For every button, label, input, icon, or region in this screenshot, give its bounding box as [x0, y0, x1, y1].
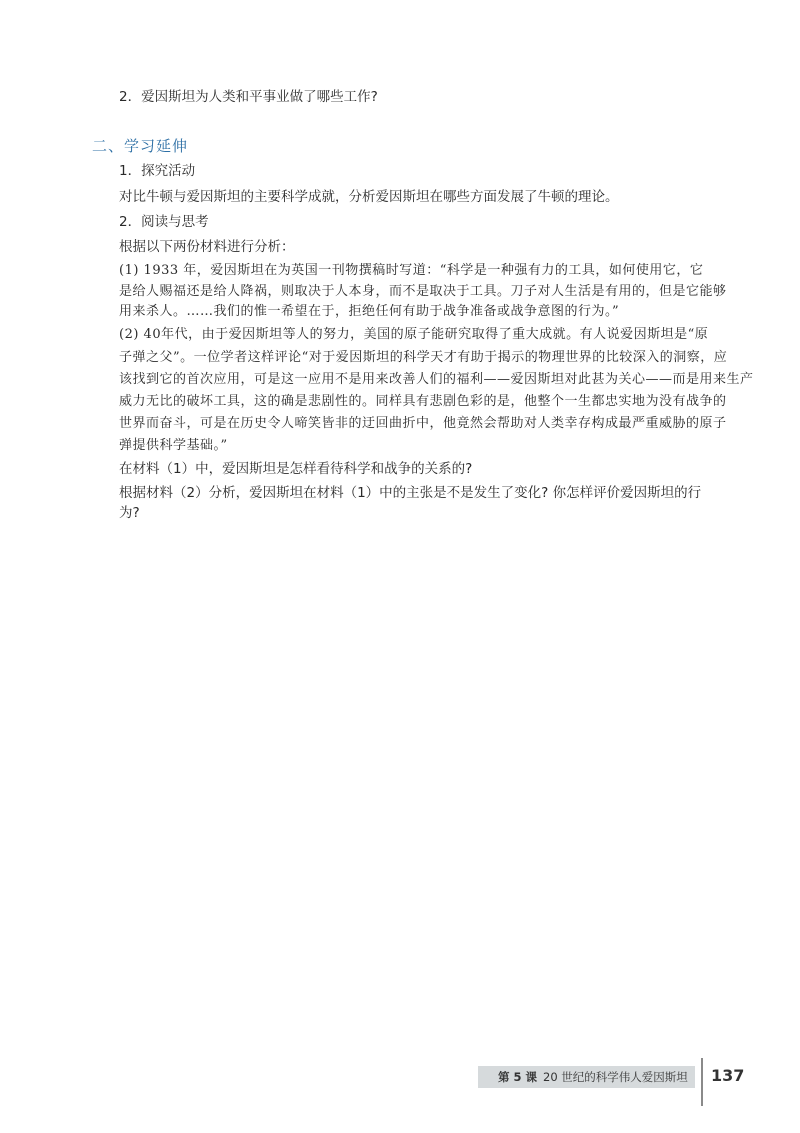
material-2-line: 世界而奋斗，可是在历史令人啼笑皆非的迂回曲折中，他竟然会帮助对人类幸存构成最严重威胁的原子 — [119, 416, 727, 431]
activity-text: 对比牛顿与爱因斯坦的主要科学成就，分析爱因斯坦在哪些方面发展了牛顿的理论。 — [119, 189, 619, 205]
reading-title: 2．阅读与思考 — [119, 214, 209, 230]
page-number: 137 — [711, 1066, 745, 1085]
material-2-line: 弹提供科学基础。” — [119, 438, 228, 453]
material-2-line: 该找到它的首次应用，可是这一应用不是用来改善人们的福利——爱因斯坦对此甚为关心——而是用来生产 — [119, 372, 754, 387]
footer-lesson-number: 第 5 课 — [498, 1070, 538, 1084]
footer-divider — [701, 1058, 703, 1106]
question-b-line: 根据材料（2）分析，爱因斯坦在材料（1）中的主张是不是发生了变化? 你怎样评价爱因斯坦的行 — [119, 485, 702, 501]
material-1-line: 用来杀人。……我们的惟一希望在于，拒绝任何有助于战争准备或战争意图的行为。” — [119, 304, 620, 319]
footer-lesson-bar — [478, 1066, 695, 1088]
section-heading: 二、学习延伸 — [92, 137, 189, 155]
material-1-line: 是给人赐福还是给人降祸，则取决于人本身，而不是取决于工具。刀子对人生活是有用的，但是它能够 — [119, 284, 727, 299]
footer-lesson-title: 20 世纪的科学伟人爱因斯坦 — [543, 1070, 688, 1084]
question-a: 在材料（1）中，爱因斯坦是怎样看待科学和战争的关系的? — [119, 461, 473, 477]
question-b-line: 为? — [119, 505, 140, 521]
activity-title: 1．探究活动 — [119, 163, 196, 179]
material-1-line: (1) 1933 年，爱因斯坦在为英国一刊物撰稿时写道：“科学是一种强有力的工具，如何使用它，它 — [119, 263, 704, 278]
material-2-line: 威力无比的破坏工具，这的确是悲剧性的。同样具有悲剧色彩的是，他整个一生都忠实地为没有战争的 — [119, 394, 727, 409]
material-2-line: (2) 40年代，由于爱因斯坦等人的努力，美国的原子能研究取得了重大成就。有人说爱因斯坦是“原 — [119, 327, 709, 342]
material-2-line: 子弹之父”。一位学者这样评论“对于爱因斯坦的科学天才有助于揭示的物理世界的比较深入的洞察，应 — [119, 350, 728, 365]
reading-intro: 根据以下两份材料进行分析： — [119, 239, 295, 255]
question-2: 2．爱因斯坦为人类和平事业做了哪些工作? — [119, 89, 378, 105]
